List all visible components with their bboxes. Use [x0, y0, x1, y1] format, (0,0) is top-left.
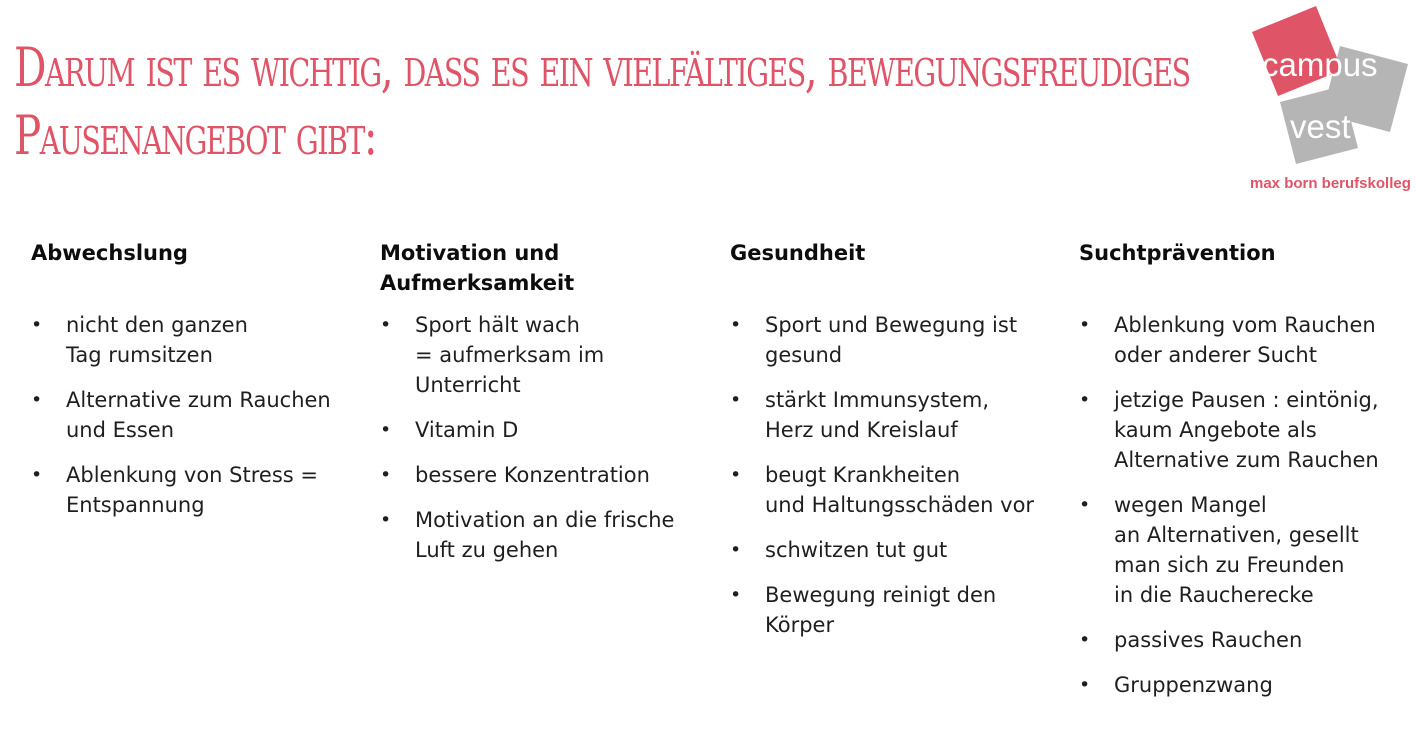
bullet-icon: • [31, 464, 43, 486]
column-abwechslung [31, 238, 361, 535]
list-item [1079, 670, 1409, 700]
bullet-icon: • [1079, 674, 1091, 696]
slide-title-line-1: Darum ist es wichtig, dass es ein vielfältiges, bewegungsfreudiges [14, 36, 1190, 99]
list-item [380, 415, 710, 445]
campus-vest-logo [1250, 6, 1417, 196]
list-item-text: Motivation an die frische [415, 508, 675, 532]
list-item-text: kaum Angebote als [1114, 418, 1317, 442]
bullet-icon: • [1079, 629, 1091, 651]
list-item-text: Vitamin D [415, 418, 519, 442]
column-heading [730, 238, 1060, 310]
bullet-icon: • [730, 314, 742, 336]
column-motivation [380, 238, 710, 580]
list-item [380, 505, 710, 565]
list-item [1079, 385, 1409, 475]
list-item [31, 385, 361, 445]
list-item-text: = aufmerksam im [415, 343, 605, 367]
list-item [1079, 310, 1409, 370]
bullet-icon: • [380, 509, 392, 531]
bullet-icon: • [1079, 314, 1091, 336]
list-item-text: jetzige Pausen : eintönig, [1114, 388, 1379, 412]
list-item-text: wegen Mangel [1114, 493, 1267, 517]
list-item-text: bessere Konzentration [415, 463, 650, 487]
column-heading [31, 238, 361, 310]
logo-subtitle: max born berufskolleg [1250, 175, 1411, 192]
list-item [380, 460, 710, 490]
list-item [31, 310, 361, 370]
list-item-text: und Essen [66, 418, 175, 442]
list-item-text: Sport und Bewegung ist [765, 313, 1018, 337]
list-item-text: passives Rauchen [1114, 628, 1303, 652]
bullet-icon: • [730, 539, 742, 561]
list-item [730, 580, 1060, 640]
list-item-text: Gruppenzwang [1114, 673, 1273, 697]
list-item-text: Sport hält wach [415, 313, 580, 337]
list-item-text: man sich zu Freunden [1114, 553, 1345, 577]
list-item-text: in die Raucherecke [1114, 583, 1314, 607]
list-item-text: Luft zu gehen [415, 538, 559, 562]
bullet-icon: • [380, 464, 392, 486]
list-item [730, 460, 1060, 520]
list-item-text: Alternative zum Rauchen [66, 388, 331, 412]
bullet-list [730, 310, 1060, 640]
list-item-text: stärkt Immunsystem, [765, 388, 990, 412]
list-item-text: Bewegung reinigt den [765, 583, 997, 607]
bullet-icon: • [1079, 494, 1091, 516]
list-item [1079, 625, 1409, 655]
column-heading-line: Abwechslung [31, 241, 188, 265]
list-item-text: nicht den ganzen [66, 313, 248, 337]
list-item [730, 385, 1060, 445]
bullet-icon: • [31, 389, 43, 411]
logo-word-vest: vest [1290, 108, 1351, 145]
list-item-text: Ablenkung vom Rauchen [1114, 313, 1376, 337]
bullet-list [380, 310, 710, 565]
list-item [31, 460, 361, 520]
list-item-text: oder anderer Sucht [1114, 343, 1317, 367]
slide-title-line-2: Pausenangebot gibt: [14, 104, 377, 167]
list-item-text: Körper [765, 613, 835, 637]
list-item-text: Herz und Kreislauf [765, 418, 958, 442]
list-item-text: Tag rumsitzen [66, 343, 213, 367]
list-item [730, 535, 1060, 565]
list-item-text: schwitzen tut gut [765, 538, 948, 562]
list-item [730, 310, 1060, 370]
bullet-icon: • [1079, 389, 1091, 411]
bullet-icon: • [380, 419, 392, 441]
bullet-icon: • [730, 584, 742, 606]
logo-word-campus: campus [1262, 46, 1378, 83]
bullet-icon: • [380, 314, 392, 336]
bullet-icon: • [730, 389, 742, 411]
logo-squares-graphic [1250, 6, 1417, 171]
column-heading-line: Motivation und [380, 241, 560, 265]
column-heading-line: Suchtprävention [1079, 241, 1276, 265]
list-item [1079, 490, 1409, 610]
column-heading-line: Aufmerksamkeit [380, 271, 575, 295]
bullet-list [31, 310, 361, 520]
column-heading [1079, 238, 1409, 310]
list-item-text: an Alternativen, gesellt [1114, 523, 1359, 547]
bullet-list [1079, 310, 1409, 700]
list-item-text: beugt Krankheiten [765, 463, 961, 487]
list-item-text: Entspannung [66, 493, 205, 517]
list-item-text: Alternative zum Rauchen [1114, 448, 1379, 472]
list-item [380, 310, 710, 400]
bullet-icon: • [730, 464, 742, 486]
list-item-text: und Haltungsschäden vor [765, 493, 1035, 517]
column-heading-line: Gesundheit [730, 241, 866, 265]
list-item-text: Ablenkung von Stress = [66, 463, 318, 487]
column-gesundheit [730, 238, 1060, 655]
column-suchtpraevention [1079, 238, 1409, 715]
bullet-icon: • [31, 314, 43, 336]
list-item-text: Unterricht [415, 373, 521, 397]
slide-title [14, 34, 1190, 170]
list-item-text: gesund [765, 343, 843, 367]
column-heading [380, 238, 710, 310]
